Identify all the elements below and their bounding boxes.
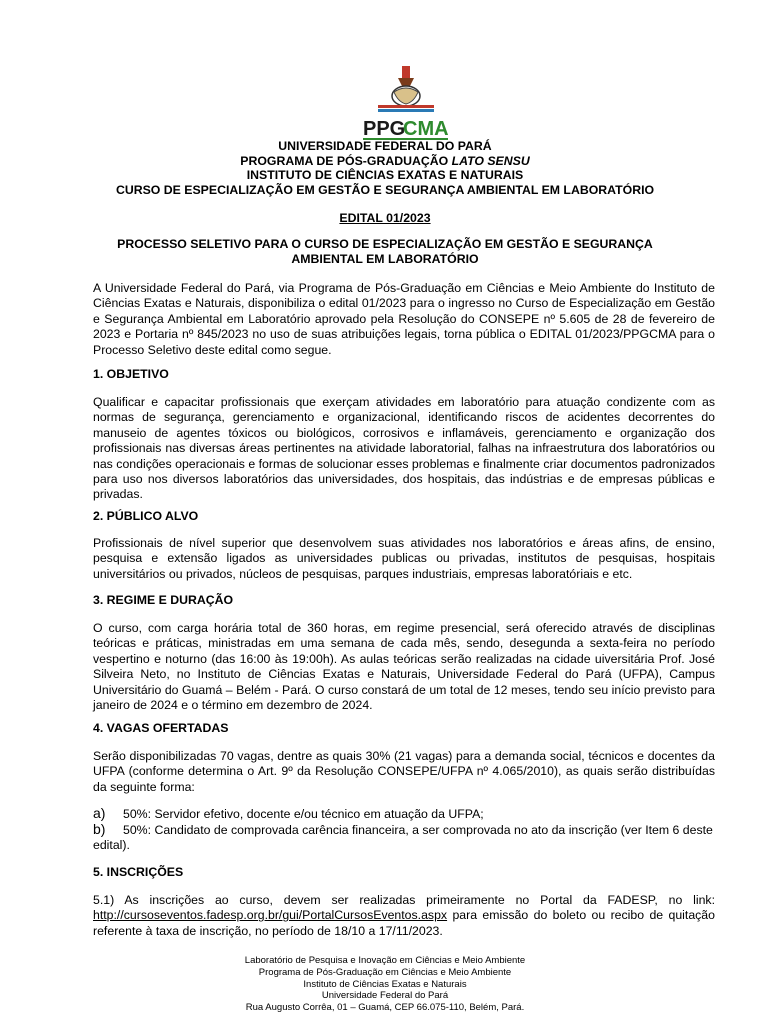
section-body-vagas: Serão disponibilizadas 70 vagas, dentre as quais 30% (21 vagas) para a demanda social, técnicos e docentes da UFPA (conforme determina o Art. 9º da Resolução CONSEPE/UFPA nº 4.065/2010), as quais serão distribuídas da seguinte forma:: [93, 749, 715, 794]
section-title-publico-alvo: 2. PÚBLICO ALVO: [93, 509, 199, 523]
section-title-inscricoes: 5. INSCRIÇÕES: [93, 865, 184, 879]
ppgcma-logo: [358, 62, 454, 140]
section-body-regime: O curso, com carga horária total de 360 horas, em regime presencial, será oferecido através de disciplinas teóricas e práticas, ministradas em uma semana de cada mês, sendo, desegunda a sexta-feira no período vespertino e noturno (das 16:00 às 19:00h). As aulas teóricas serão realizadas na cidade uiversitária Prof. José Silveira Neto, no Instituto de Ciências Exatas e Naturais, Universidade Federal do Pará (UFPA), Campus Universitário do Guamá – Belém - Pará. O curso constará de um total de 12 meses, tendo seu início previsto para janeiro de 2024 e o término em dezembro de 2024.: [93, 621, 715, 713]
document-footer: Laboratório de Pesquisa e Inovação em Ciências e Meio Ambiente Programa de Pós-Graduação em Ciências e Meio Ambiente Instituto de Ciências Exatas e Naturais Universidade Federal do Pará Rua Augusto Corrêa, 01 – Guamá, CEP 66.075-110, Belém, Pará.: [244, 955, 526, 1014]
program-name: PROGRAMA DE PÓS-GRADUAÇÃO LATO SENSU: [240, 153, 530, 168]
section-body-objetivo: Qualificar e capacitar profissionais que exerçam atividades em laboratório para atuação condizente com as normas de segurança, gerenciamento e organizacional, identificando riscos de acidentes decorrentes do manuseio de agentes tóxicos ou biológicos, corrosivos e inflamáveis, gerenciamento e organização dos profissionais nas diversas áreas pertinentes na atividade laboratorial, falhas na infraestrutura dos laboratórios ou nas condições operacionais e formas de solucionar esses problemas e finalmente criar documentos padronizados para uso nos diversos laboratórios das universidades, dos hospitais, das indústrias e de empresas públicas e privadas.: [93, 395, 715, 502]
logo-text-ppg: PPG: [363, 118, 406, 140]
fadesp-portal-link[interactable]: http://cursoseventos.fadesp.org.br/gui/PortalCursosEventos.aspx: [93, 908, 448, 923]
university-name: UNIVERSIDADE FEDERAL DO PARÁ: [278, 139, 492, 153]
course-name: CURSO DE ESPECIALIZAÇÃO EM GESTÃO E SEGURANÇA AMBIENTAL EM LABORATÓRIO: [115, 182, 655, 197]
section-body-publico-alvo: Profissionais de nível superior que desenvolvem suas atividades nos laboratórios e áreas afins, de ensino, pesquisa e extensão ligados as universidades publicas ou privadas, institutos de pesquisas, hospitais universitários ou privados, núcleos de pesquisas, parques industriais, empresas laboratóriais e etc.: [93, 536, 715, 581]
edital-title: EDITAL 01/2023: [339, 211, 431, 225]
section-body-inscricoes: 5.1) As inscrições ao curso, devem ser realizadas primeiramente no Portal da FADESP, no link: http://cursoseventos.fadesp.org.br/gui/PortalCursosEventos.aspx para emissão do boleto ou recibo de quitação referente à taxa de inscrição, no período de 18/10 a 17/11/2023.: [93, 893, 715, 938]
list-item: b) 50%: Candidato de comprovada carência financeira, a ser comprovada no ato da inscrição (ver Item 6 deste edital).: [93, 821, 713, 853]
section-title-vagas: 4. VAGAS OFERTADAS: [93, 721, 229, 735]
intro-paragraph: A Universidade Federal do Pará, via Programa de Pós-Graduação em Ciências e Meio Ambiente do Instituto de Ciências Exatas e Naturais, disponibiliza o edital 01/2023 para o ingresso no Curso de Especialização em Gestão e Segurança Ambiental em Laboratório aprovado pela Resolução do CONSEPE nº 5.605 de 28 de fevereiro de 2023 e Portaria nº 845/2023 no uso de suas atribuições legais, torna pública o EDITAL 01/2023/PPGCMA para o Processo Seletivo deste edital como segue.: [93, 281, 715, 357]
document-header: [60, 139, 710, 197]
list-item: a) 50%: Servidor efetivo, docente e/ou técnico em atuação da UFPA;: [93, 805, 484, 821]
institute-name: INSTITUTO DE CIÊNCIAS EXATAS E NATURAIS: [246, 168, 524, 182]
section-title-regime: 3. REGIME E DURAÇÃO: [93, 593, 234, 607]
process-title: PROCESSO SELETIVO PARA O CURSO DE ESPECIALIZAÇÃO EM GESTÃO E SEGURANÇA AMBIENTAL EM LABORATÓRIO: [117, 237, 653, 266]
logo-text-cma: CMA: [403, 118, 449, 140]
ufpa-emblem-icon: [358, 62, 454, 140]
section-title-objetivo: 1. OBJETIVO: [93, 367, 169, 381]
